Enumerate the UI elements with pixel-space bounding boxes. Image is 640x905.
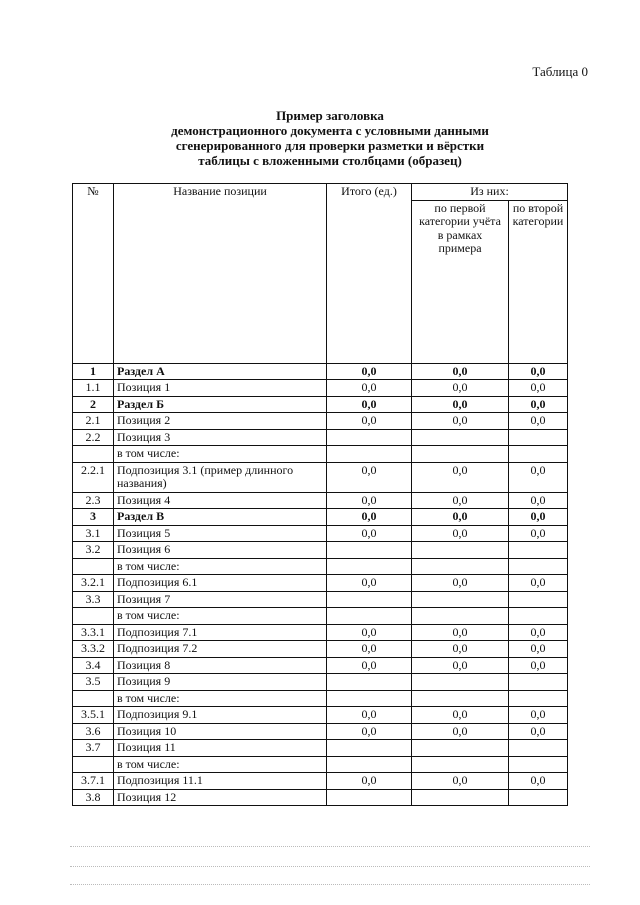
cell-fund: 0,0: [412, 492, 509, 509]
cell-sum: [327, 558, 412, 575]
cell-regional: 0,0: [509, 707, 568, 724]
cell-regional: 0,0: [509, 396, 568, 413]
table-row: [73, 509, 568, 526]
cell-num: 3.6: [73, 723, 114, 740]
cell-regional: 0,0: [509, 575, 568, 592]
cell-fund: [412, 558, 509, 575]
cell-name: Позиция 5: [114, 525, 327, 542]
cell-num: 2.2.1: [73, 462, 114, 492]
header-fund: по первой категории учёта в рамках примера: [412, 200, 509, 363]
cell-sum: [327, 446, 412, 463]
cell-num: [73, 756, 114, 773]
table-row: [73, 723, 568, 740]
cell-regional: 0,0: [509, 657, 568, 674]
cell-sum: [327, 674, 412, 691]
cell-name: Подпозиция 6.1: [114, 575, 327, 592]
cell-sum: [327, 740, 412, 757]
table-row: [73, 690, 568, 707]
cell-sum: [327, 591, 412, 608]
cell-sum: 0,0: [327, 363, 412, 380]
cell-fund: 0,0: [412, 707, 509, 724]
cell-sum: 0,0: [327, 624, 412, 641]
cell-fund: [412, 542, 509, 559]
cell-sum: 0,0: [327, 641, 412, 658]
cell-sum: 0,0: [327, 380, 412, 397]
cell-regional: 0,0: [509, 413, 568, 430]
cell-regional: [509, 558, 568, 575]
cell-name: Позиция 1: [114, 380, 327, 397]
cell-num: 1: [73, 363, 114, 380]
cell-num: 2.1: [73, 413, 114, 430]
scan-artifact-line: [70, 866, 590, 869]
cell-sum: [327, 608, 412, 625]
cell-num: 3.2: [73, 542, 114, 559]
cell-name: Раздел А: [114, 363, 327, 380]
cell-name: в том числе:: [114, 690, 327, 707]
cell-regional: [509, 789, 568, 806]
cell-name: Подпозиция 7.2: [114, 641, 327, 658]
cell-name: Позиция 2: [114, 413, 327, 430]
cell-num: 1.1: [73, 380, 114, 397]
table-row: [73, 525, 568, 542]
table-row: [73, 558, 568, 575]
cell-num: 3.7: [73, 740, 114, 757]
cell-name: в том числе:: [114, 558, 327, 575]
cell-sum: 0,0: [327, 575, 412, 592]
table-row: [73, 789, 568, 806]
cell-num: 3.3: [73, 591, 114, 608]
cell-num: 2.3: [73, 492, 114, 509]
cell-num: 3.8: [73, 789, 114, 806]
table-number: Таблица 0: [532, 64, 588, 79]
table-row: [73, 756, 568, 773]
cell-name: Позиция 6: [114, 542, 327, 559]
cell-name: в том числе:: [114, 608, 327, 625]
cell-regional: 0,0: [509, 363, 568, 380]
cell-name: Позиция 4: [114, 492, 327, 509]
cell-num: 3.3.1: [73, 624, 114, 641]
table-row: [73, 462, 568, 492]
table-row: [73, 624, 568, 641]
cell-fund: 0,0: [412, 363, 509, 380]
cell-name: Подпозиция 9.1: [114, 707, 327, 724]
table-row: [73, 674, 568, 691]
table-row: [73, 575, 568, 592]
cell-name: Раздел В: [114, 509, 327, 526]
title-line-4: таблицы с вложенными столбцами (образец): [198, 153, 462, 168]
cell-name: Позиция 11: [114, 740, 327, 757]
cell-num: 3.2.1: [73, 575, 114, 592]
table-body: [73, 363, 568, 806]
cell-sum: [327, 429, 412, 446]
cell-fund: [412, 429, 509, 446]
title-line-1: Пример заголовка: [276, 108, 384, 123]
header-name: Название позиции: [114, 184, 327, 364]
header-sum: Итого (ед.): [327, 184, 412, 364]
cell-sum: 0,0: [327, 492, 412, 509]
cell-name: Подпозиция 11.1: [114, 773, 327, 790]
cell-num: 2.2: [73, 429, 114, 446]
cell-regional: 0,0: [509, 509, 568, 526]
cell-fund: [412, 789, 509, 806]
cell-fund: 0,0: [412, 396, 509, 413]
cell-regional: 0,0: [509, 525, 568, 542]
cell-regional: [509, 740, 568, 757]
cell-name: Позиция 7: [114, 591, 327, 608]
cell-regional: 0,0: [509, 462, 568, 492]
cell-regional: [509, 690, 568, 707]
table-row: [73, 657, 568, 674]
header-regional: по второй категории: [509, 200, 568, 363]
table-row: [73, 641, 568, 658]
cell-num: 3: [73, 509, 114, 526]
cell-regional: [509, 674, 568, 691]
cell-name: Позиция 3: [114, 429, 327, 446]
title-line-3: сгенерированного для проверки разметки и вёрстки: [175, 138, 485, 153]
cell-fund: [412, 608, 509, 625]
table-row: [73, 413, 568, 430]
cell-name: в том числе:: [114, 756, 327, 773]
cell-name: в том числе:: [114, 446, 327, 463]
cell-name: Позиция 8: [114, 657, 327, 674]
cell-fund: [412, 690, 509, 707]
cell-sum: 0,0: [327, 657, 412, 674]
cell-num: 3.5: [73, 674, 114, 691]
table-row: [73, 380, 568, 397]
cell-sum: 0,0: [327, 396, 412, 413]
cell-regional: [509, 542, 568, 559]
cell-num: [73, 558, 114, 575]
cell-name: Позиция 10: [114, 723, 327, 740]
cell-regional: [509, 591, 568, 608]
table-row: [73, 591, 568, 608]
cell-sum: 0,0: [327, 707, 412, 724]
table-row: [73, 396, 568, 413]
cell-fund: [412, 756, 509, 773]
cell-sum: 0,0: [327, 509, 412, 526]
cell-sum: [327, 690, 412, 707]
cell-sum: [327, 542, 412, 559]
cell-regional: 0,0: [509, 624, 568, 641]
cell-fund: 0,0: [412, 525, 509, 542]
cell-fund: 0,0: [412, 723, 509, 740]
cell-fund: 0,0: [412, 641, 509, 658]
cell-num: 3.5.1: [73, 707, 114, 724]
cell-fund: [412, 591, 509, 608]
cell-regional: 0,0: [509, 641, 568, 658]
cell-fund: 0,0: [412, 773, 509, 790]
cell-regional: 0,0: [509, 492, 568, 509]
cell-fund: 0,0: [412, 380, 509, 397]
document-title: [60, 108, 600, 168]
table-row: [73, 740, 568, 757]
cell-regional: [509, 756, 568, 773]
cell-num: 3.3.2: [73, 641, 114, 658]
subsidy-table: [72, 183, 568, 806]
table-row: [73, 773, 568, 790]
cell-regional: [509, 429, 568, 446]
header-num: №: [73, 184, 114, 364]
table-row: [73, 542, 568, 559]
cell-name: Подпозиция 7.1: [114, 624, 327, 641]
cell-name: Позиция 12: [114, 789, 327, 806]
cell-fund: 0,0: [412, 657, 509, 674]
cell-sum: [327, 756, 412, 773]
table-row: [73, 429, 568, 446]
cell-name: Раздел Б: [114, 396, 327, 413]
cell-sum: 0,0: [327, 413, 412, 430]
cell-num: [73, 608, 114, 625]
cell-regional: 0,0: [509, 380, 568, 397]
header-in-total: Из них:: [412, 184, 568, 201]
cell-fund: 0,0: [412, 413, 509, 430]
cell-sum: 0,0: [327, 773, 412, 790]
cell-fund: 0,0: [412, 624, 509, 641]
cell-sum: 0,0: [327, 525, 412, 542]
cell-fund: 0,0: [412, 575, 509, 592]
table-row: [73, 492, 568, 509]
cell-num: 3.4: [73, 657, 114, 674]
cell-regional: 0,0: [509, 723, 568, 740]
cell-name: Подпозиция 3.1 (пример длинного названия): [114, 462, 327, 492]
table-row: [73, 608, 568, 625]
cell-regional: [509, 446, 568, 463]
cell-num: 3.7.1: [73, 773, 114, 790]
table-row: [73, 707, 568, 724]
cell-name: Позиция 9: [114, 674, 327, 691]
table-row: [73, 363, 568, 380]
cell-regional: 0,0: [509, 773, 568, 790]
scan-artifact-line: [70, 884, 590, 887]
title-line-2: демонстрационного документа с условными данными: [171, 123, 489, 138]
cell-fund: [412, 740, 509, 757]
cell-sum: [327, 789, 412, 806]
scan-artifact-line: [70, 846, 590, 849]
cell-sum: 0,0: [327, 723, 412, 740]
cell-fund: 0,0: [412, 509, 509, 526]
cell-fund: 0,0: [412, 462, 509, 492]
cell-fund: [412, 446, 509, 463]
cell-num: 3.1: [73, 525, 114, 542]
cell-sum: 0,0: [327, 462, 412, 492]
table-row: [73, 446, 568, 463]
cell-fund: [412, 674, 509, 691]
cell-regional: [509, 608, 568, 625]
cell-num: [73, 446, 114, 463]
cell-num: 2: [73, 396, 114, 413]
cell-num: [73, 690, 114, 707]
